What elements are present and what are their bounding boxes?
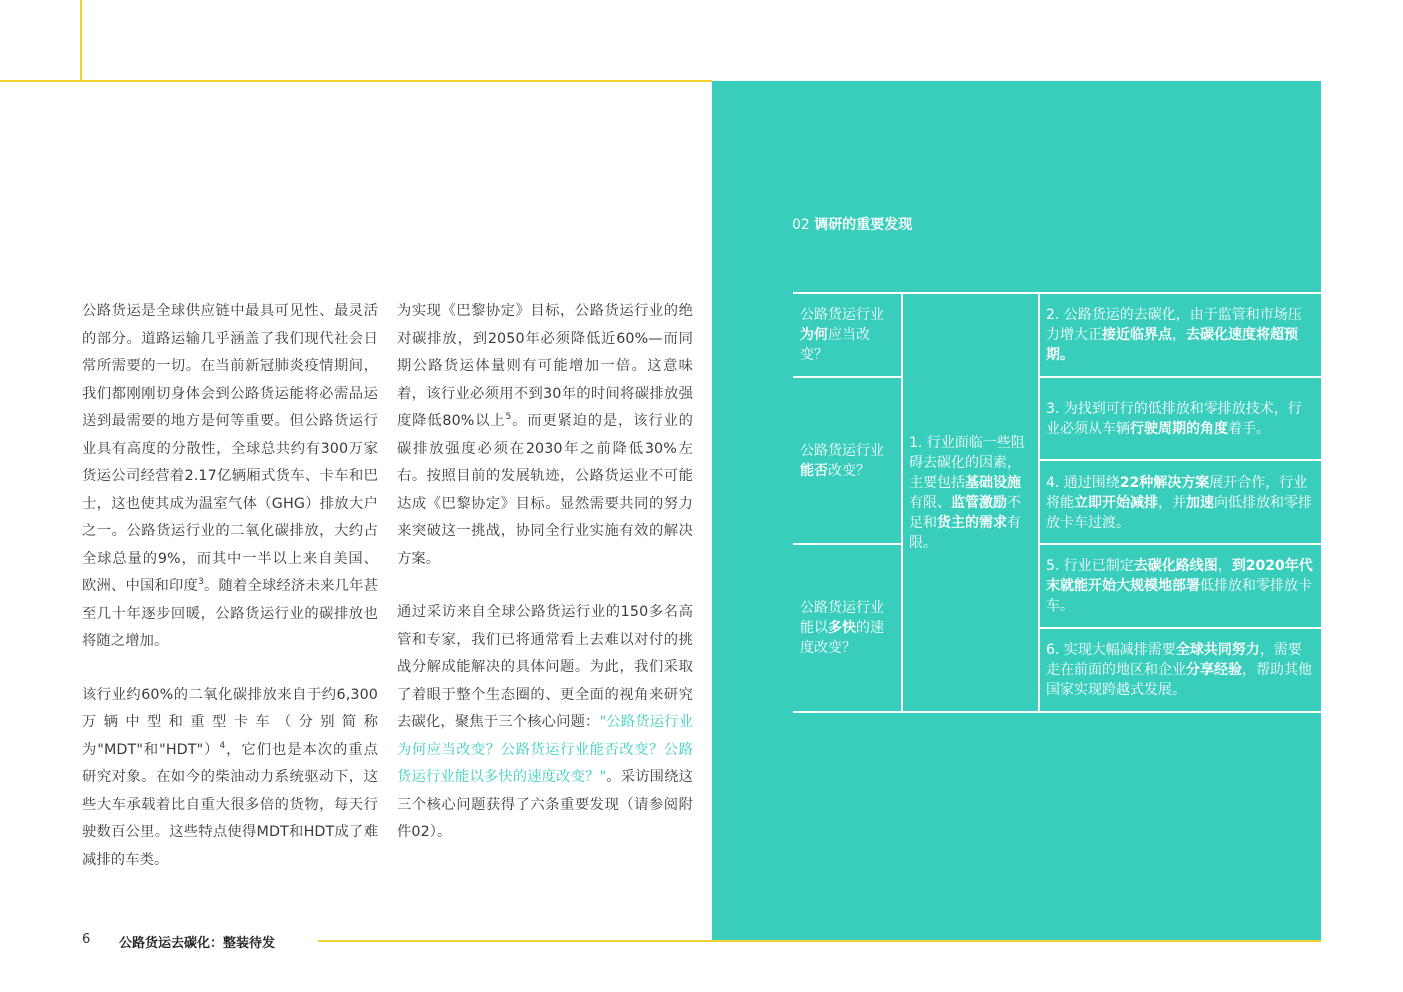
left-text-column	[82, 298, 378, 900]
panel-heading: 02 调研的重要发现	[792, 217, 913, 233]
finding-1: 1. 行业面临一些阻碍去碳化的因素，主要包括基础设施有限、监管激励不足和货主的需求有限。	[909, 435, 1025, 551]
decorative-vertical-line	[80, 0, 82, 81]
finding-6: 6. 实现大幅减排需要全球共同努力，需要走在前面的地区和企业分享经验，帮助其他国家实现跨越式发展。	[1046, 642, 1312, 698]
right-paragraph-1: 为实现《巴黎协定》目标，公路货运行业的绝对碳排放，到2050年必须降低近60%—而同期公路货运体量则有可能增加一倍。这意味着，该行业必须用不到30年的时间将碳排放强度降低80%以上$^5$。而更紧迫的是，该行业的碳排放强度必须在2030年之前降低30%左右。按照目前的发展轨迹，公路货运业不可能达成《巴黎协定》目标。显然需要共同的努力来突破这一挑战，协同全行业实施有效的解决方案。	[397, 303, 694, 567]
question-can: 公路货运行业能否改变？	[800, 443, 884, 479]
finding-3: 3. 为找到可行的低排放和零排放技术，行业必须从车辆行驶周期的角度着手。	[1046, 401, 1302, 437]
decorative-footer-rule	[318, 940, 1321, 942]
finding-4: 4. 通过围绕22种解决方案展开合作，行业将能立即开始减排，并加速向低排放和零排放卡车过渡。	[1046, 475, 1312, 531]
question-how-fast: 公路货运行业能以多快的速度改变？	[800, 600, 884, 656]
page-number: 6	[82, 932, 91, 947]
document-title: 公路货运去碳化：整装待发	[119, 936, 276, 951]
left-paragraph-1: 公路货运是全球供应链中最具可见性、最灵活的部分。道路运输几乎涵盖了我们现代社会日常所需要的一切。在当前新冠肺炎疫情期间，我们都刚刚切身体会到公路货运能将必需品运送到最需要的地方是何等重要。但公路货运行业具有高度的分散性，全球总共约有300万家货运公司经营着2.17亿辆厢式货车、卡车和巴士，这也使其成为温室气体（GHG）排放大户之一。公路货运行业的二氧化碳排放，大约占全球总量的9%，而其中一半以上来自美国、欧洲、中国和印度$^3$。随着全球经济未来几年甚至几十年逐步回暖，公路货运行业的碳排放也将随之增加。	[82, 303, 378, 649]
question-why: 公路货运行业为何应当改变？	[800, 307, 884, 363]
right-paragraph-2: 通过采访来自全球公路货运行业的150多名高管和专家，我们已将通常看上去难以对付的挑战分解成能解决的具体问题。为此，我们采取了着眼于整个生态圈的、更全面的视角来研究去碳化，聚焦于三个核心问题："公路货运行业为何应当改变？公路货运行业能否改变？公路货运行业能以多快的速度改变？"。采访围绕这三个核心问题获得了六条重要发现（请参阅附件02）。	[397, 604, 694, 840]
left-paragraph-2: 该行业约60%的二氧化碳排放来自于约6,300万辆中型和重型卡车（分别简称为"MDT"和"HDT"）$^4$，它们也是本次的重点研究对象。在如今的柴油动力系统驱动下，这些大车承载着比自重大很多倍的货物，每天行驶数百公里。这些特点使得MDT和HDT成了难减排的车类。	[82, 686, 378, 868]
core-questions-quote: "公路货运行业为何应当改变？公路货运行业能否改变？公路货运行业能以多快的速度改变？"	[397, 714, 694, 785]
finding-5: 5. 行业已制定去碳化路线图，到2020年代末就能开始大规模地部署低排放和零排放卡车。	[1046, 558, 1313, 614]
findings-table	[793, 292, 1321, 712]
decorative-top-rule	[0, 80, 712, 82]
right-text-column	[397, 298, 693, 873]
finding-2: 2. 公路货运的去碳化，由于监管和市场压力增大正接近临界点，去碳化速度将超预期。	[1046, 307, 1302, 363]
